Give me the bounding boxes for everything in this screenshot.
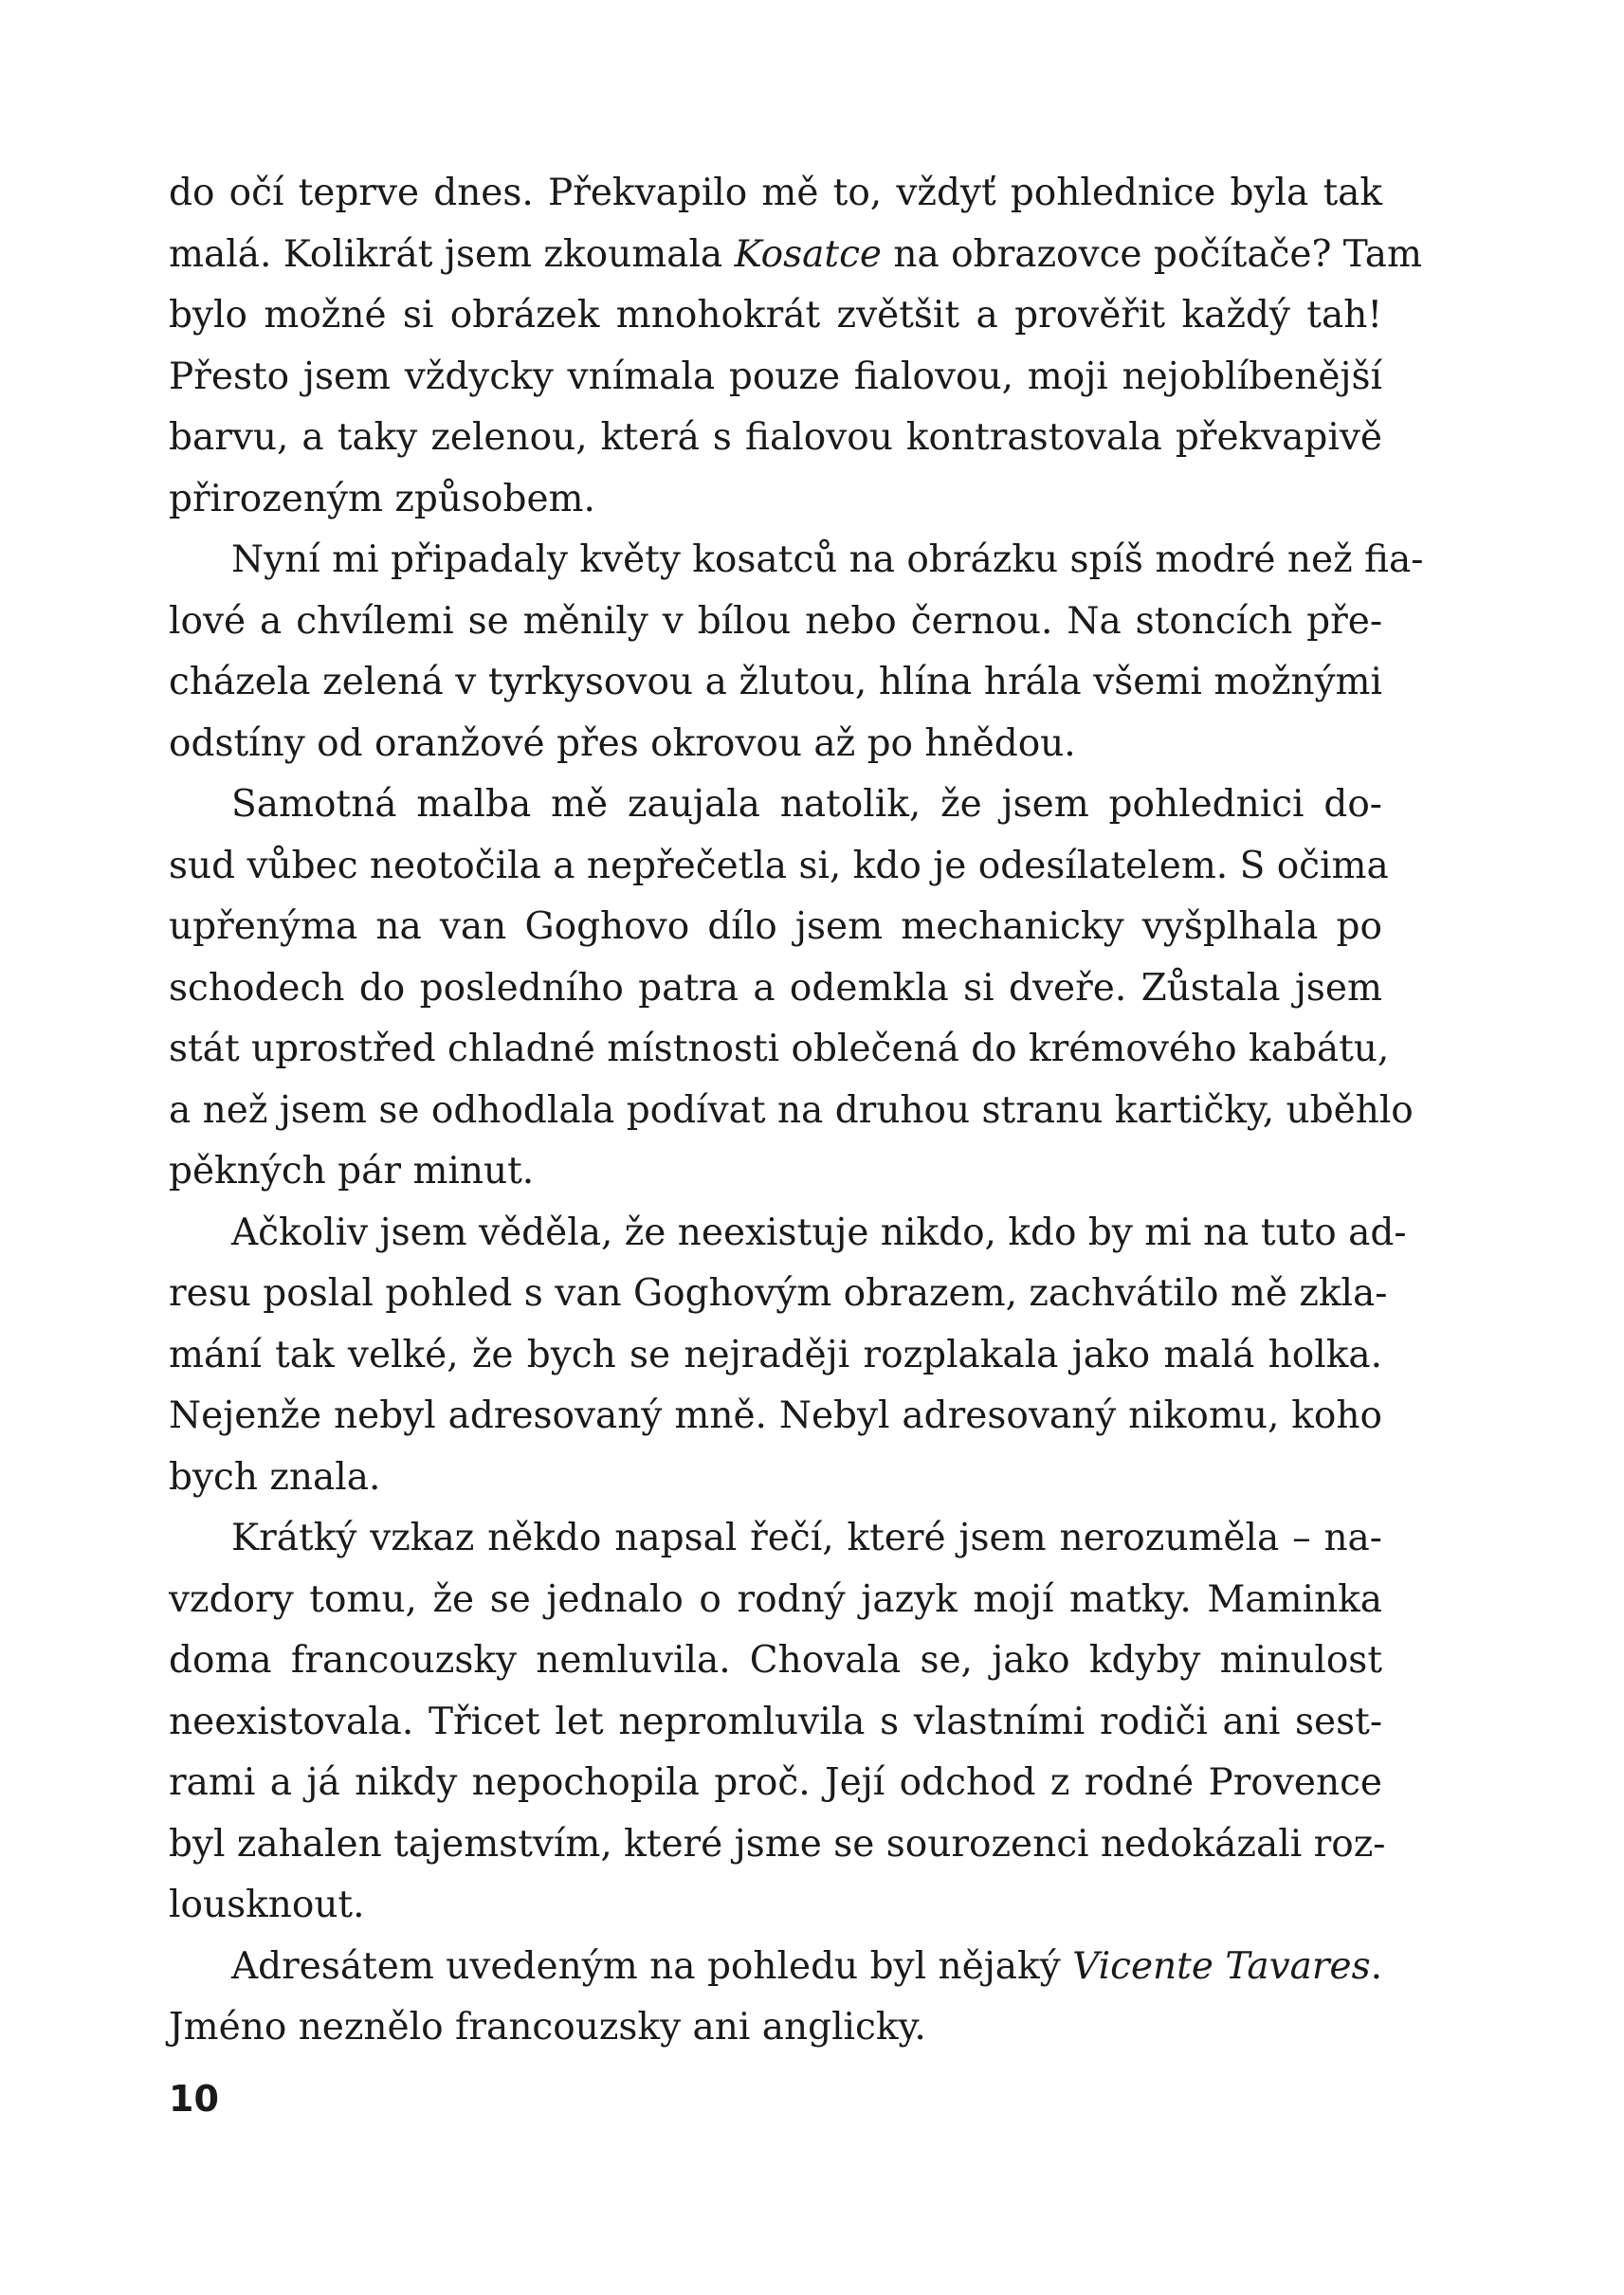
text-segment: Krátký vzkaz někdo napsal řečí, které jsem nerozuměla – na- — [231, 1517, 1382, 1559]
text-segment: bylo možné si obrázek mnohokrát zvětšit a prověřit každý tah! — [169, 294, 1382, 337]
text-segment: rami a já nikdy nepochopila proč. Její odchod z rodné Provence — [169, 1761, 1382, 1804]
text-segment: Samotná malba mě zaujala natolik, že jsem pohlednici do- — [231, 783, 1382, 826]
text-segment: Jméno neznělo francouzsky ani anglicky. — [169, 2006, 926, 2049]
paragraph — [169, 1203, 1407, 1509]
text-segment: pěkných pár minut. — [169, 1150, 535, 1193]
text-line — [169, 774, 1382, 836]
text-segment: lové a chvílemi se měnily v bílou nebo černou. Na stoncích pře- — [169, 599, 1382, 643]
text-line — [169, 836, 1389, 898]
text-segment: neexistovala. Třicet let nepromluvila s vlastními rodiči ani sest- — [169, 1700, 1382, 1743]
page-number: 10 — [169, 2078, 219, 2120]
text-line — [169, 408, 1382, 469]
italic-text-segment: Kosatce — [734, 232, 882, 276]
text-segment: Adresátem uvedeným na pohledu byl nějaký — [231, 1944, 1073, 1988]
paragraph — [169, 1937, 1382, 2059]
text-line — [169, 1019, 1390, 1081]
text-line — [169, 1692, 1382, 1754]
text-segment: odstíny od oranžové přes okrovou až po hnědou. — [169, 721, 1076, 765]
text-segment: mání tak velké, že bych se nejraději rozplakala jako malá holka. — [169, 1333, 1382, 1376]
text-line — [169, 592, 1382, 653]
text-segment: schodech do posledního patra a odemkla si dveře. Zůstala jsem — [169, 966, 1382, 1010]
paragraph — [169, 774, 1414, 1203]
text-segment: byl zahalen tajemstvím, které jsme se sourozenci nedokázali roz- — [169, 1822, 1386, 1866]
text-segment: a než jsem se odhodlala podívat na druhou stranu kartičky, uběhlo — [169, 1088, 1414, 1132]
text-line — [169, 1570, 1382, 1631]
text-segment: do očí teprve dnes. Překvapilo mě to, vždyť pohlednice byla tak — [169, 172, 1382, 214]
text-line — [169, 1814, 1386, 1876]
text-line — [169, 163, 1382, 225]
text-line — [169, 1141, 1382, 1203]
text-line — [169, 1875, 1382, 1937]
text-segment: přirozeným způsobem. — [169, 477, 595, 520]
text-line — [169, 1448, 1382, 1509]
paragraph — [169, 1508, 1386, 1937]
text-line — [169, 530, 1424, 592]
text-line — [169, 347, 1382, 409]
text-segment: Přesto jsem vždycky vnímala pouze fialovou, moji nejoblíbenější — [169, 355, 1382, 398]
paragraph — [169, 530, 1424, 774]
text-segment: Nejenže nebyl adresovaný mně. Nebyl adresovaný nikomu, koho — [169, 1394, 1382, 1437]
text-segment: bych znala. — [169, 1455, 381, 1499]
text-segment: cházela zelená v tyrkysovou a žlutou, hlína hrála všemi možnými — [169, 661, 1382, 703]
text-segment: upřenýma na van Goghovo dílo jsem mechanicky vyšplhala po — [169, 905, 1382, 948]
text-line — [169, 897, 1382, 958]
italic-text-segment: Vicente Tavares — [1072, 1944, 1371, 1988]
text-line — [169, 1937, 1382, 1998]
text-segment: stát uprostřed chladné místnosti oblečená do krémového kabátu, — [169, 1028, 1390, 1070]
text-segment: sud vůbec neotočila a nepřečetla si, kdo je odesílatelem. S očima — [169, 844, 1389, 887]
text-line — [169, 714, 1382, 775]
book-page-text — [169, 163, 1424, 2059]
text-line — [169, 1325, 1382, 1387]
text-segment: Ačkoliv jsem věděla, že neexistuje nikdo, kdo by mi na tuto ad- — [231, 1211, 1407, 1254]
text-line — [169, 469, 1382, 531]
text-line — [169, 1508, 1382, 1570]
text-line — [169, 1264, 1388, 1325]
text-line — [169, 652, 1382, 714]
text-segment: barvu, a taky zelenou, která s fialovou kontrastovala překvapivě — [169, 416, 1382, 459]
text-segment: na obrazovce počítače? Tam — [882, 232, 1423, 276]
text-segment: Nyní mi připadaly květy kosatců na obrázku spíš modré než fia- — [231, 538, 1424, 581]
text-line — [169, 1081, 1414, 1142]
text-segment: . — [1370, 1944, 1383, 1988]
text-line — [169, 958, 1382, 1020]
text-segment: vzdory tomu, že se jednalo o rodný jazyk mojí matky. Maminka — [169, 1577, 1382, 1621]
text-segment: malá. Kolikrát jsem zkoumala — [169, 232, 735, 276]
paragraph — [169, 163, 1423, 530]
text-line — [169, 1386, 1382, 1448]
text-line — [169, 1630, 1382, 1692]
text-segment: lousknout. — [169, 1884, 365, 1926]
text-line — [169, 225, 1423, 286]
text-segment: resu poslal pohled s van Goghovým obrazem, zachvátilo mě zkla- — [169, 1272, 1388, 1315]
text-segment: doma francouzsky nemluvila. Chovala se, jako kdyby minulost — [169, 1639, 1382, 1682]
text-line — [169, 1203, 1407, 1265]
text-line — [169, 285, 1382, 347]
text-line — [169, 1753, 1382, 1814]
text-line — [169, 1997, 1382, 2059]
